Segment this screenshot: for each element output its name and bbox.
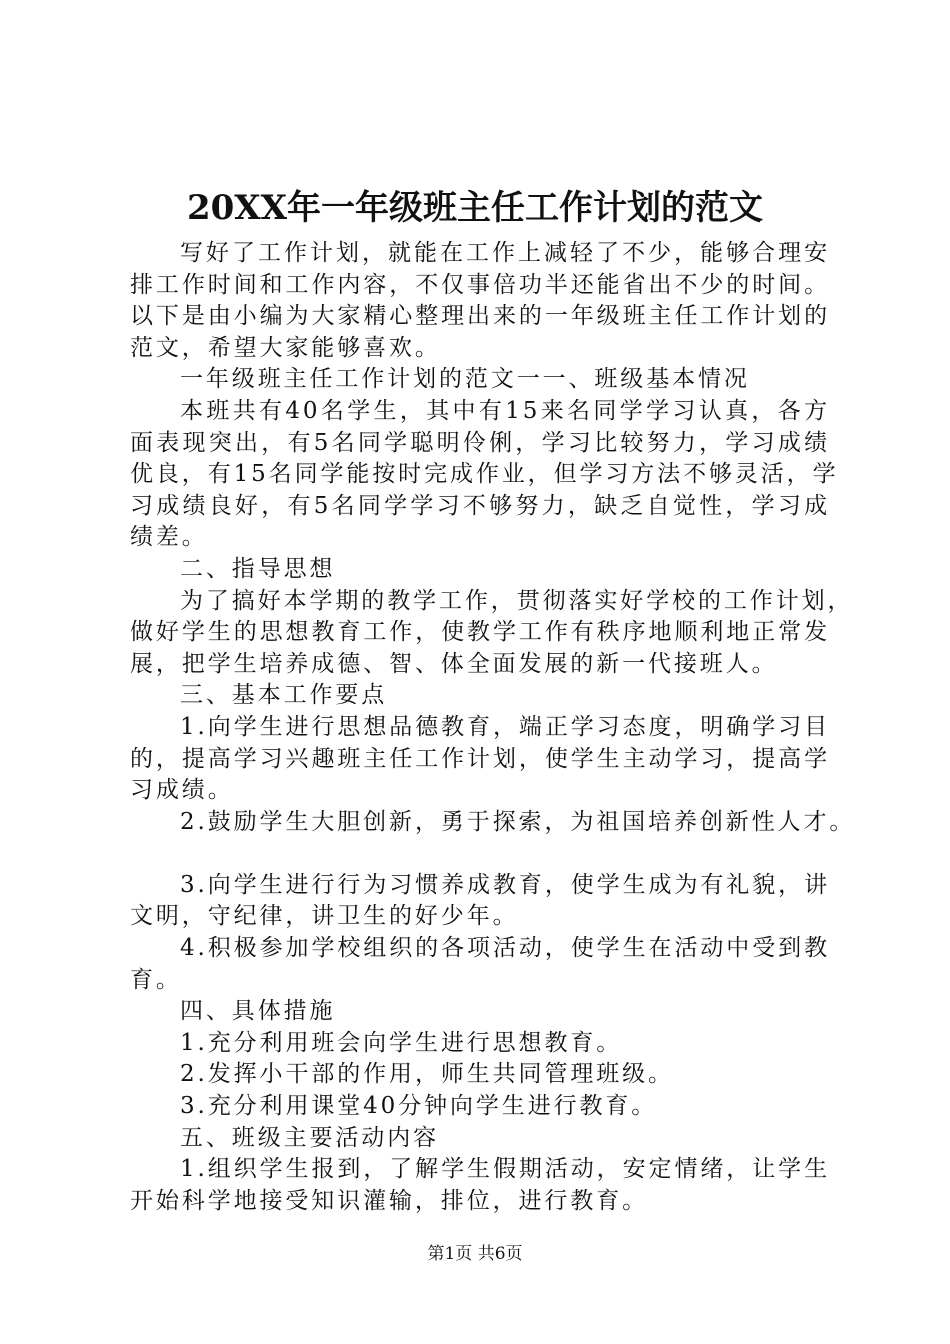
body-line: 3.充分利用课堂40分钟向学生进行教育。 [180, 1093, 658, 1120]
blank-line [130, 838, 830, 870]
body-line: 1.向学生进行思想品德教育，端正学习态度，明确学习目 [180, 713, 830, 740]
body-line: 面表现突出，有5名同学聪明伶俐，学习比较努力，学习成绩 [130, 429, 830, 456]
body-line: 习成绩。 [130, 777, 234, 804]
body-line: 本班共有40名学生，其中有15来名同学学习认真，各方 [180, 397, 830, 424]
body-line: 开始科学地接受知识灌输，排位，进行教育。 [130, 1187, 648, 1214]
page-footer: 第1页 共6页 [427, 1244, 523, 1264]
body-line: 为了搞好本学期的教学工作，贯彻落实好学校的工作计划， [180, 587, 854, 614]
document-body [130, 238, 856, 1217]
body-line: 的，提高学习兴趣班主任工作计划，使学生主动学习，提高学 [130, 745, 830, 772]
body-line: 1.充分利用班会向学生进行思想教育。 [180, 1029, 623, 1056]
document-title: 20XX年一年级班主任工作计划的范文 [186, 188, 764, 228]
body-line: 以下是由小编为大家精心整理出来的一年级班主任工作计划的 [130, 303, 830, 330]
body-line: 绩差。 [130, 524, 208, 551]
body-line: 1.组织学生报到，了解学生假期活动，安定情绪，让学生 [180, 1156, 830, 1183]
body-line: 3.向学生进行行为习惯养成教育，使学生成为有礼貌，讲 [180, 871, 830, 898]
body-line: 2.发挥小干部的作用，师生共同管理班级。 [180, 1061, 674, 1088]
body-line: 写好了工作计划，就能在工作上减轻了不少，能够合理安 [180, 240, 830, 266]
body-line: 展，把学生培养成德、智、体全面发展的新一代接班人。 [130, 650, 778, 677]
section-heading: 一年级班主任工作计划的范文一一、班级基本情况 [180, 366, 750, 393]
body-line: 育。 [130, 966, 182, 993]
body-line: 4.积极参加学校组织的各项活动，使学生在活动中受到教 [180, 935, 830, 962]
body-line: 优良，有15名同学能按时完成作业，但学习方法不够灵活，学 [130, 461, 839, 488]
section-heading: 三、基本工作要点 [180, 682, 388, 709]
section-heading: 二、指导思想 [180, 555, 336, 582]
section-heading: 五、班级主要活动内容 [180, 1124, 439, 1151]
body-line: 习成绩良好，有5名同学学习不够努力，缺乏自觉性，学习成 [130, 492, 830, 519]
body-line: 排工作时间和工作内容，不仅事倍功半还能省出不少的时间。 [130, 271, 830, 298]
body-line: 范文，希望大家能够喜欢。 [130, 334, 441, 361]
body-line: 2.鼓励学生大胆创新，勇于探索，为祖国培养创新性人才。 [180, 808, 856, 835]
body-line: 做好学生的思想教育工作，使教学工作有秩序地顺利地正常发 [130, 619, 830, 646]
section-heading: 四、具体措施 [180, 998, 336, 1025]
body-line: 文明，守纪律，讲卫生的好少年。 [130, 903, 519, 930]
